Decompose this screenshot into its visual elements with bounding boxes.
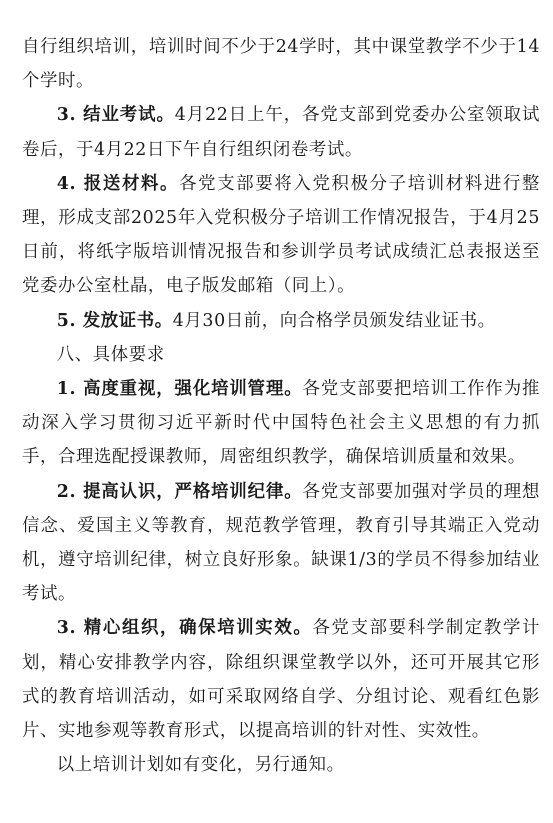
paragraph-requirement-3 bbox=[22, 611, 540, 748]
item-title-final-exam: 3. 结业考试。 bbox=[56, 105, 175, 126]
paragraph-requirement-2 bbox=[22, 475, 540, 612]
item-body-requirement-3: 各党支部要科学制定教学计划，精心安排教学内容，除组织课堂教学以外，还可开展其它形式的教育培训活动，如可采取网络自学、分组讨论、观看红色影片、实地参观等教育形式，以提高培训的针对性、实效性。 bbox=[22, 618, 541, 742]
paragraph-submit-materials bbox=[22, 167, 540, 304]
paragraph-training-hours: 自行组织培训，培训时间不少于24学时，其中课堂教学不少于14个学时。 bbox=[22, 37, 540, 92]
paragraph-requirement-1 bbox=[22, 372, 540, 475]
paragraph-final-exam bbox=[22, 98, 540, 166]
item-title-submit-materials: 4. 报送材料。 bbox=[56, 173, 180, 194]
document-page bbox=[22, 30, 540, 782]
item-title-issue-certificates: 5. 发放证书。 bbox=[56, 310, 173, 331]
item-body-final-exam: 4月22日上午，各党支部到党委办公室领取试卷后，于4月22日下午自行组织闭卷考试。 bbox=[22, 105, 540, 160]
paragraph-closing-notice: 以上培训计划如有变化，另行通知。 bbox=[56, 755, 345, 776]
item-body-requirement-2: 各党支部要加强对学员的理想信念、爱国主义等教育，规范教学管理，教育引导其端正入党动机，遵守培训纪律，树立良好形象。缺课1/3的学员不得参加结业考试。 bbox=[22, 481, 540, 605]
paragraph-issue-certificates bbox=[22, 304, 540, 338]
item-title-requirement-2: 2. 提高认识，严格培训纪律。 bbox=[56, 481, 303, 502]
item-body-submit-materials: 各党支部要将入党积极分子培训材料进行整理，形成支部2025年入党积极分子培训工作情况报告，于4月25日前，将纸字版培训情况报告和参训学员考试成绩汇总表报送至党委办公室杜晶，电子版发邮箱（同上）。 bbox=[22, 173, 541, 297]
item-body-requirement-1: 各党支部要把培训工作作为推动深入学习贯彻习近平新时代中国特色社会主义思想的有力抓手，合理选配授课教师，周密组织教学，确保培训质量和效果。 bbox=[22, 379, 540, 468]
item-body-issue-certificates: 4月30日前，向合格学员颁发结业证书。 bbox=[172, 310, 496, 331]
item-title-requirement-1: 1. 高度重视，强化培训管理。 bbox=[56, 379, 303, 400]
item-title-requirement-3: 3. 精心组织，确保培训实效。 bbox=[56, 618, 313, 639]
section-heading-requirements: 八、具体要求 bbox=[56, 344, 165, 365]
